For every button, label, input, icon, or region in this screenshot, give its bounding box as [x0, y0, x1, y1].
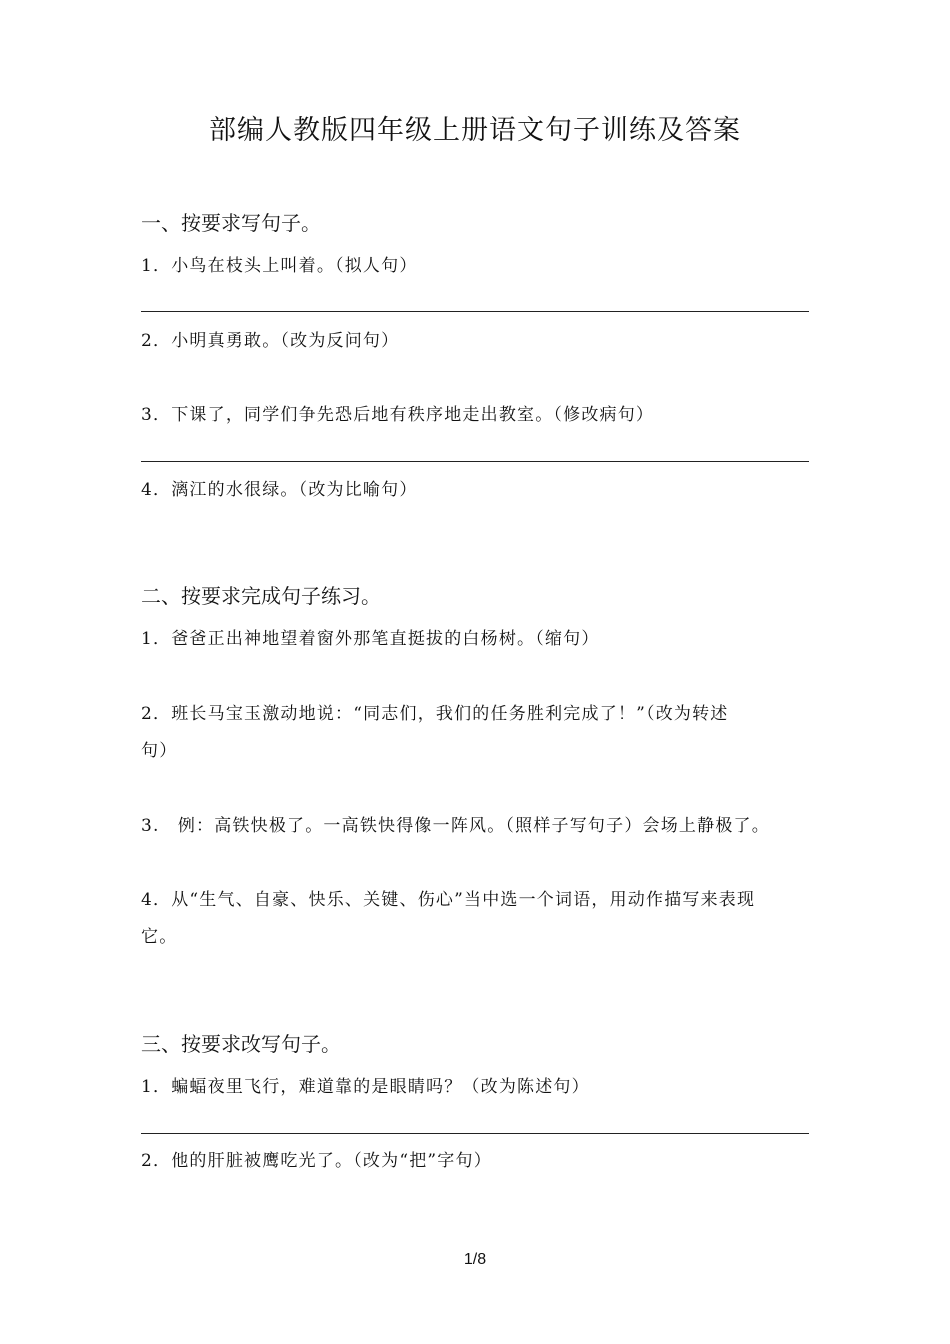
answer-line	[141, 1133, 809, 1134]
section-2-question-4-line-2: 它。	[141, 927, 178, 947]
answer-line	[141, 461, 809, 462]
answer-line	[141, 311, 809, 312]
section-1-question-4: 4．漓江的水很绿。（改为比喻句）	[141, 480, 418, 500]
section-3-question-2: 2．他的肝脏被鹰吃光了。（改为“把”字句）	[141, 1151, 492, 1171]
section-2-question-3: 3. 例：高铁快极了。一高铁快得像一阵风。（照样子写句子）会场上静极了。	[141, 816, 770, 836]
section-2-question-1: 1．爸爸正出神地望着窗外那笔直挺拔的白杨树。（缩句）	[141, 629, 600, 649]
section-3-heading: 三、按要求改写句子。	[141, 1032, 341, 1056]
section-1-question-2: 2．小明真勇敢。（改为反问句）	[141, 331, 400, 351]
section-2-question-4-line-1: 4．从“生气、自豪、快乐、关键、伤心”当中选一个词语，用动作描写来表现	[141, 890, 756, 910]
page-number: 1/8	[463, 1251, 487, 1268]
section-1-question-1: 1．小鸟在枝头上叫着。（拟人句）	[141, 256, 418, 276]
section-3-question-1: 1．蝙蝠夜里飞行，难道靠的是眼睛吗？（改为陈述句）	[141, 1077, 590, 1097]
section-1-question-3: 3．下课了，同学们争先恐后地有秩序地走出教室。（修改病句）	[141, 405, 655, 425]
section-2-heading: 二、按要求完成句子练习。	[141, 584, 381, 608]
document-title: 部编人教版四年级上册语文句子训练及答案	[209, 115, 741, 146]
section-2-question-2-line-2: 句）	[141, 741, 178, 761]
section-1-heading: 一、按要求写句子。	[141, 211, 321, 235]
section-2-question-2-line-1: 2．班长马宝玉激动地说：“同志们，我们的任务胜利完成了！”（改为转述	[141, 704, 729, 724]
